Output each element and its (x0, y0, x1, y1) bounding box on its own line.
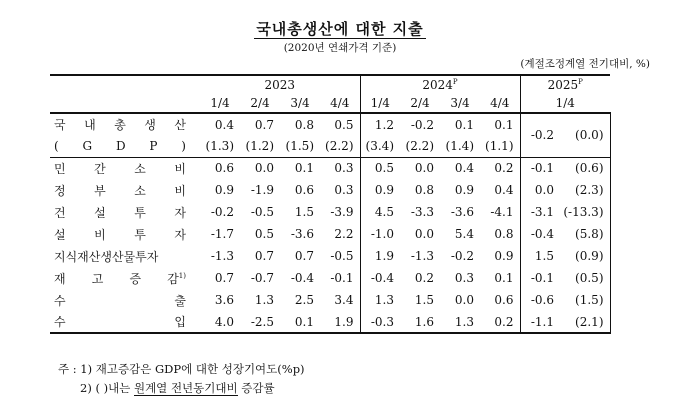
cell-value: 0.4 (454, 161, 474, 176)
cell-value: 0.5 (334, 117, 354, 132)
quarter-header: 2/4 (240, 93, 280, 113)
cell-value: -0.3 (360, 311, 400, 333)
cell-value: 0.3 (334, 161, 354, 176)
cell-value: -1.3 (210, 249, 234, 263)
quarter-header: 3/4 (280, 93, 320, 113)
table-row (50, 245, 610, 267)
cell-value: 5.4 (454, 227, 474, 241)
cell-value: 0.9 (360, 179, 400, 201)
cell-value: 0.2 (494, 161, 514, 176)
cell-value: -0.4 (290, 271, 314, 285)
row-gdp (50, 113, 610, 135)
cell-value: 0.2 (414, 271, 434, 285)
cell-value: -1.7 (210, 227, 234, 241)
year-header-2025: $2025^P$ (520, 75, 610, 93)
cell-value: -0.1 (330, 271, 354, 285)
cell-value: 0.2 (480, 311, 520, 333)
cell-value: 0.8 (294, 117, 314, 132)
cell-value: 0.7 (254, 249, 274, 263)
cell-value: 3.4 (334, 293, 354, 307)
cell-value: -3.1 (520, 201, 560, 223)
quarter-header: 2/4 (400, 93, 440, 113)
prelim-mark: P (578, 77, 583, 86)
row-label (50, 267, 200, 289)
cell-value: 1.3 (440, 311, 480, 333)
quarter-header: 4/4 (480, 93, 520, 113)
cell-value: 0.1 (280, 311, 320, 333)
row-label-text: 지식재산생산물투자 (54, 249, 159, 264)
cell-value: 0.6 (214, 161, 234, 176)
cell-value: -0.6 (520, 289, 560, 311)
row-label (50, 201, 200, 223)
cell-value: 4.0 (200, 311, 240, 333)
cell-yoy-2025: (1.5) (560, 289, 610, 311)
cell-value: -1.1 (520, 311, 560, 333)
cell-value: 0.1 (494, 117, 514, 132)
row-label (50, 223, 200, 245)
cell-value: -0.4 (520, 223, 560, 245)
cell-value: 1.9 (360, 245, 400, 267)
cell-value: 0.5 (254, 227, 274, 241)
cell-value: -0.2 (210, 205, 234, 219)
cell-value: -0.4 (360, 267, 400, 289)
row-label (50, 245, 200, 267)
cell-value: 0.7 (254, 117, 274, 132)
cell-yoy: (1.2) (245, 138, 274, 153)
cell-value: 0.7 (294, 249, 314, 263)
cell-yoy: (3.4) (360, 135, 400, 157)
cell-value: 0.8 (494, 227, 514, 241)
cell-value: -0.1 (520, 267, 560, 289)
table-row (50, 201, 610, 223)
cell-yoy-2025: (0.0) (560, 113, 610, 157)
quarter-header: 1/4 (520, 93, 610, 113)
cell-value: 0.1 (494, 271, 514, 285)
cell-value: 1.9 (320, 311, 360, 333)
row-label (50, 311, 200, 333)
cell-value: -0.7 (250, 271, 274, 285)
cell-value: 1.3 (254, 293, 274, 307)
footnote-2: 2) ( )내는 원계열 전년동기대비 증감률 (80, 381, 275, 395)
cell-value: -2.5 (240, 311, 280, 333)
row-label-text: 국 내 총 생 산 (54, 118, 186, 132)
cell-value: 0.0 (414, 227, 434, 241)
quarter-header: 1/4 (360, 93, 400, 113)
cell-value: 0.3 (334, 183, 354, 197)
cell-value: -1.3 (410, 249, 434, 263)
cell-value: 0.5 (360, 157, 400, 179)
table-row (50, 311, 610, 333)
header-years-row (50, 75, 610, 93)
cell-yoy-2025: (0.5) (560, 267, 610, 289)
prelim-mark: P (452, 77, 458, 86)
cell-yoy-2025: (0.9) (560, 245, 610, 267)
cell-value: 1.5 (294, 205, 314, 219)
row-label-text: 건 설 투 자 (54, 205, 186, 220)
cell-value: 0.0 (254, 161, 274, 176)
cell-value: 0.0 (454, 293, 474, 307)
row-label-text: ( G D P ) (54, 138, 186, 153)
cell-value: -3.6 (290, 227, 314, 241)
footnote-1: 주 : 1) 재고증감은 GDP에 대한 성장기여도(%p) (58, 362, 305, 376)
table-row (50, 289, 610, 311)
year-header-2023: 2023 (200, 75, 360, 93)
cell-value: 2.5 (294, 293, 314, 307)
cell-value: 3.6 (214, 293, 234, 307)
year-header-2024: $2024^P$ (360, 75, 520, 93)
cell-value: -4.1 (490, 205, 514, 219)
unit-note: (계절조정계열 전기대비, %) (520, 58, 650, 70)
row-label-gdp (50, 113, 200, 135)
cell-value: 4.5 (360, 201, 400, 223)
cell-yoy: (2.2) (405, 138, 434, 153)
cell-value: 0.6 (294, 183, 314, 197)
cell-yoy: (1.4) (445, 138, 474, 153)
cell-value: 0.9 (214, 183, 234, 197)
cell-yoy-2025: (5.8) (560, 223, 610, 245)
cell-value: -1.0 (360, 223, 400, 245)
cell-value: 0.8 (414, 183, 434, 197)
cell-value: -3.6 (450, 205, 474, 219)
row-label-text: 수 입 (54, 315, 186, 329)
row-label (50, 179, 200, 201)
cell-value-2025: -0.2 (520, 113, 560, 157)
cell-yoy: (2.2) (325, 138, 354, 153)
row-label-text: 재 고 증 감$^{1)}$ (54, 271, 186, 286)
cell-value: -0.1 (520, 157, 560, 179)
cell-value: -0.5 (330, 249, 354, 263)
table-row (50, 223, 610, 245)
cell-value: 0.0 (520, 179, 560, 201)
cell-yoy-2025: (2.3) (560, 179, 610, 201)
cell-yoy: (1.5) (285, 138, 314, 153)
quarter-header: 1/4 (200, 93, 240, 113)
cell-value: -3.9 (330, 205, 354, 219)
cell-value: 0.7 (214, 271, 234, 285)
cell-value: 0.0 (414, 161, 434, 176)
table-row (50, 179, 610, 201)
table-row (50, 157, 610, 179)
row-label-text: 정 부 소 비 (54, 183, 186, 198)
cell-yoy-2025: (2.1) (560, 311, 610, 333)
cell-value: 2.2 (334, 227, 354, 241)
cell-yoy: (1.1) (485, 138, 514, 153)
cell-yoy-2025: (0.6) (560, 157, 610, 179)
cell-value: 0.4 (214, 117, 234, 132)
cell-value: 0.1 (294, 161, 314, 176)
cell-value: -0.5 (250, 205, 274, 219)
cell-value: 1.5 (414, 293, 434, 307)
cell-value: -3.3 (410, 205, 434, 219)
cell-value: 1.2 (360, 113, 400, 135)
cell-value: 1.5 (520, 245, 560, 267)
row-label (50, 157, 200, 179)
row-label (50, 289, 200, 311)
cell-value: -0.2 (410, 117, 434, 132)
cell-value: 0.9 (494, 249, 514, 263)
row-label-text: 수 출 (54, 293, 186, 308)
cell-value: 0.3 (454, 271, 474, 285)
quarter-header: 3/4 (440, 93, 480, 113)
cell-value: 0.9 (454, 183, 474, 197)
row-label-text: 민 간 소 비 (54, 161, 186, 176)
cell-value: 1.6 (400, 311, 440, 333)
cell-value: -0.2 (450, 249, 474, 263)
gdp-expenditure-table (50, 74, 611, 334)
table-row (50, 267, 610, 289)
subtitle: (2020년 연쇄가격 기준) (283, 42, 397, 54)
page-title: 국내총생산에 대한 지출 (256, 20, 424, 38)
footnotes (58, 360, 305, 398)
quarter-header: 4/4 (320, 93, 360, 113)
row-label-text: 설 비 투 자 (54, 227, 186, 242)
cell-value: 0.6 (494, 293, 514, 307)
cell-value: -1.9 (250, 183, 274, 197)
cell-value: 0.4 (494, 183, 514, 197)
cell-value: 1.3 (360, 289, 400, 311)
row-label-gdp-sub (50, 135, 200, 157)
cell-value: 0.1 (454, 117, 474, 132)
cell-yoy-2025: (-13.3) (560, 201, 610, 223)
cell-yoy: (1.3) (205, 138, 234, 153)
header-quarters-row (50, 93, 610, 113)
